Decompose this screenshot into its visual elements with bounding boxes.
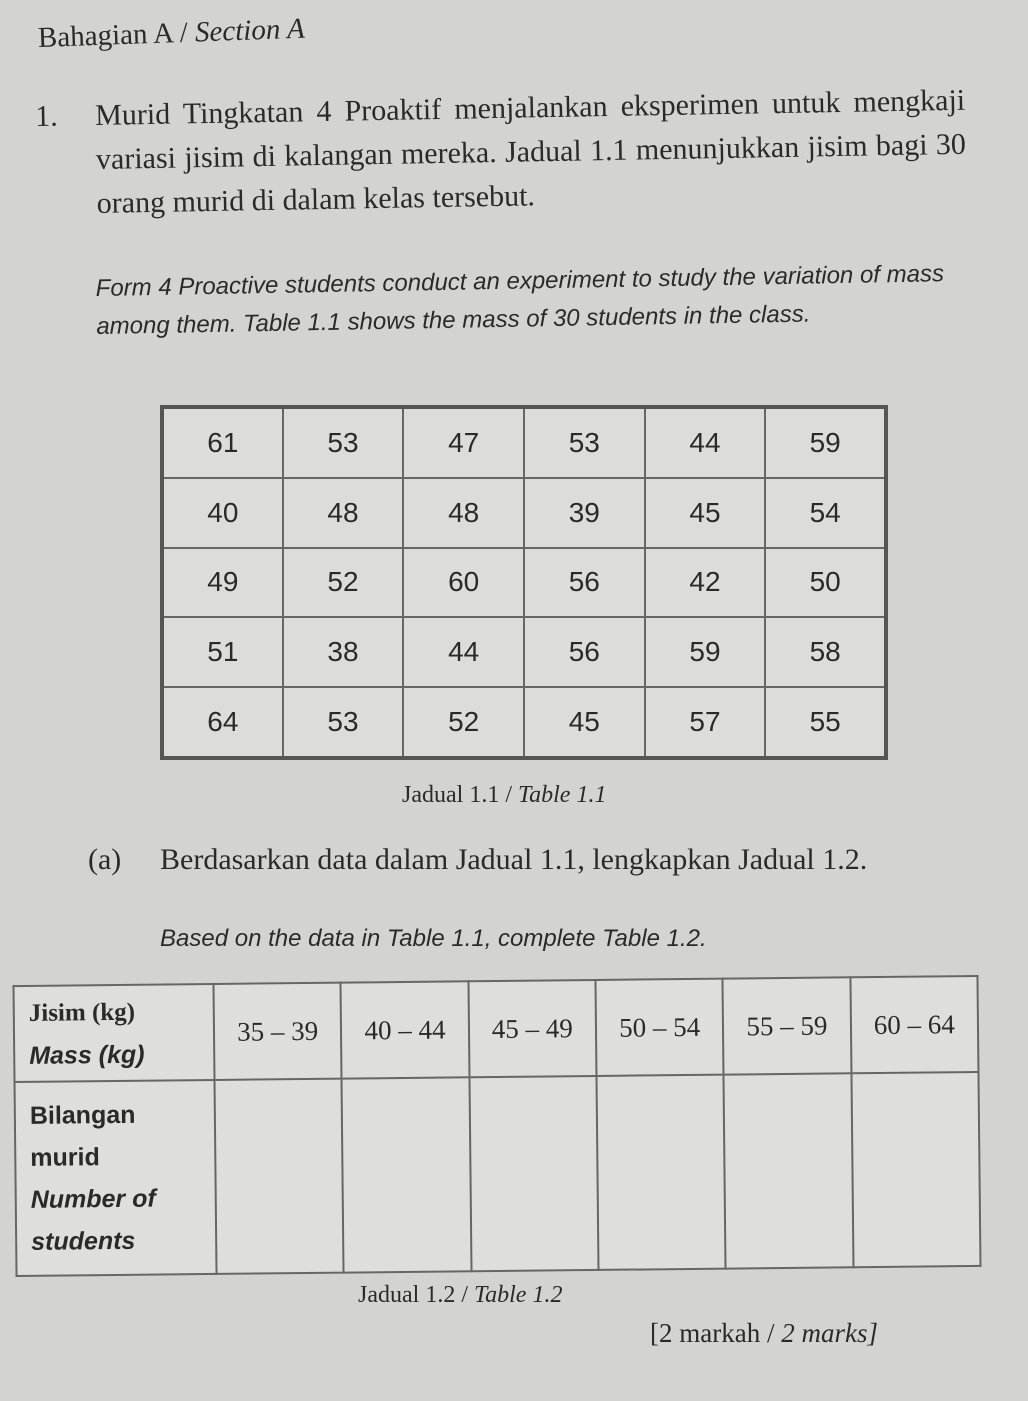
range-cell: 45 – 49 bbox=[468, 980, 596, 1077]
mass-cell: 45 bbox=[645, 478, 766, 547]
mass-cell: 51 bbox=[162, 617, 283, 686]
count-row bbox=[15, 1072, 981, 1276]
mass-cell: 55 bbox=[765, 687, 886, 758]
count-label-en: Number of students bbox=[30, 1184, 156, 1256]
mass-cell: 61 bbox=[162, 407, 283, 478]
mass-cell: 53 bbox=[283, 687, 404, 758]
mass-label-ms: Jisim (kg) bbox=[28, 998, 136, 1027]
mass-cell: 64 bbox=[162, 687, 283, 758]
mass-header bbox=[14, 984, 215, 1082]
mass-cell: 47 bbox=[403, 407, 524, 478]
range-cell: 40 – 44 bbox=[341, 981, 469, 1078]
mass-cell: 53 bbox=[524, 407, 645, 478]
count-input-cell[interactable] bbox=[596, 1075, 725, 1270]
mass-cell: 49 bbox=[162, 548, 283, 617]
table-1-2 bbox=[12, 975, 981, 1277]
table-row bbox=[162, 548, 886, 617]
range-cell: 50 – 54 bbox=[595, 979, 723, 1076]
mass-cell: 39 bbox=[524, 478, 645, 547]
table-1-1-caption: Jadual 1.1 / Table 1.1 bbox=[402, 782, 607, 808]
count-input-cell[interactable] bbox=[724, 1073, 853, 1268]
table-1-2-caption: Jadual 1.2 / Table 1.2 bbox=[358, 1282, 563, 1308]
caption-en: Table 1.1 bbox=[517, 782, 607, 808]
mass-cell: 57 bbox=[645, 687, 766, 758]
question-text-ms: Murid Tingkatan 4 Proaktif menjalankan eksperimen untuk mengkaji variasi jisim di kalangan mereka. Jadual 1.1 menunjukkan jisim bagi 30 orang murid di dalam kelas tersebut. bbox=[94, 83, 967, 220]
marks: [2 markah / 2 marks] bbox=[650, 1318, 878, 1348]
range-cell: 55 – 59 bbox=[723, 977, 851, 1074]
mass-cell: 45 bbox=[524, 687, 645, 758]
mass-cell: 44 bbox=[403, 617, 524, 686]
count-input-cell[interactable] bbox=[851, 1072, 980, 1267]
mass-cell: 53 bbox=[283, 407, 404, 478]
mass-row bbox=[14, 976, 979, 1082]
section-title: Bahagian A / Section A bbox=[37, 12, 306, 54]
marks-ms: [2 markah bbox=[650, 1318, 761, 1348]
question-1 bbox=[35, 79, 967, 227]
mass-cell: 42 bbox=[645, 548, 766, 617]
caption-en: Table 1.2 bbox=[473, 1282, 563, 1308]
mass-cell: 56 bbox=[524, 617, 645, 686]
mass-cell: 50 bbox=[765, 548, 886, 617]
mass-cell: 60 bbox=[403, 548, 524, 617]
mass-cell: 59 bbox=[645, 617, 766, 686]
section-title-en: Section A bbox=[194, 12, 306, 49]
mass-cell: 38 bbox=[283, 617, 404, 686]
section-title-ms: Bahagian A bbox=[37, 17, 173, 54]
mass-cell: 48 bbox=[403, 478, 524, 547]
part-a-label: (a) bbox=[88, 843, 122, 876]
range-cell: 60 – 64 bbox=[850, 976, 978, 1073]
table-row bbox=[162, 407, 886, 478]
mass-label-en: Mass (kg) bbox=[29, 1040, 145, 1070]
count-label-ms: Bilangan murid bbox=[29, 1100, 136, 1172]
mass-cell: 40 bbox=[162, 478, 283, 547]
mass-cell: 52 bbox=[283, 548, 404, 617]
count-input-cell[interactable] bbox=[215, 1079, 344, 1274]
caption-ms: Jadual 1.1 bbox=[402, 782, 500, 808]
marks-en: 2 marks] bbox=[781, 1318, 878, 1348]
count-input-cell[interactable] bbox=[469, 1076, 598, 1271]
question-text-en: Form 4 Proactive students conduct an experiment to study the variation of mass among them. Table 1.1 shows the mass of 30 students in the class. bbox=[95, 260, 945, 340]
part-a bbox=[88, 838, 968, 882]
table-row bbox=[162, 478, 886, 547]
table-row bbox=[162, 617, 886, 686]
table-1-1 bbox=[160, 405, 888, 760]
count-input-cell[interactable] bbox=[342, 1077, 471, 1272]
count-header bbox=[15, 1080, 217, 1276]
caption-ms: Jadual 1.2 bbox=[358, 1282, 456, 1308]
mass-cell: 54 bbox=[765, 478, 886, 547]
mass-cell: 52 bbox=[403, 687, 524, 758]
part-a-text-ms: Berdasarkan data dalam Jadual 1.1, lengkapkan Jadual 1.2. bbox=[160, 843, 868, 876]
mass-cell: 48 bbox=[283, 478, 404, 547]
mass-cell: 44 bbox=[645, 407, 766, 478]
mass-cell: 58 bbox=[765, 617, 886, 686]
range-cell: 35 – 39 bbox=[213, 983, 341, 1080]
part-a-text-en: Based on the data in Table 1.1, complete Table 1.2. bbox=[160, 925, 707, 952]
question-number: 1. bbox=[34, 99, 59, 134]
table-row bbox=[162, 687, 886, 758]
mass-cell: 56 bbox=[524, 548, 645, 617]
mass-cell: 59 bbox=[765, 407, 886, 478]
